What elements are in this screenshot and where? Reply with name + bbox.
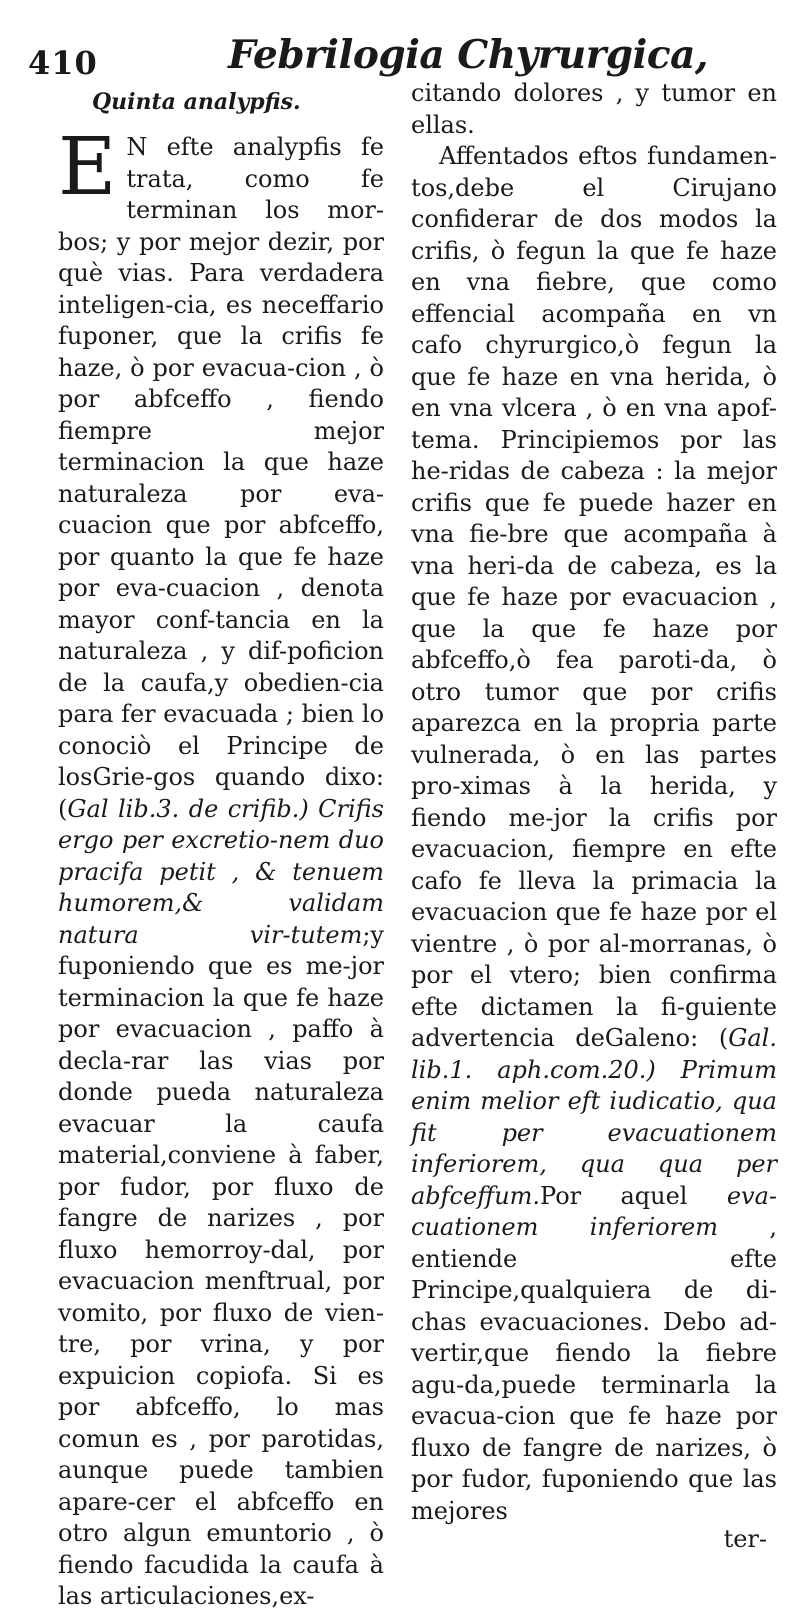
second-paragraph-text: Affentados eftos fundamen-tos,debe el Cirujano confiderar de dos modos la crifis, ò fegun la que fe haze en vna fiebre, que como effencial acompaña en vn cafo chyrurgico,ò fegun la que fe haze en vna herida, ò en vna vlcera , ò en vna apof-tema. Principiemos por las he-ridas de cabeza : la mejor crifis que fe puede hazer en vna fie-bre que acompaña à vna heri-da de cabeza, es la que fe haze por evacuacion , que la que fe haze por abfceffo,ò fea paroti-da, ò otro tumor que por crifis aparezca en la propria parte vulnerada, ò en las partes pro-ximas à la herida, y fiendo me-jor la crifis por evacuacion, fiempre en efte cafo fe lleva la primacia la evacuacion que fe haze por el vientre , ò por al-morranas, ò por el vtero; bien confirma efte dictamen la fi-guiente advertencia deGaleno: (: [411, 142, 777, 1052]
opening-text-end: ;y fuponiendo que es me-jor terminacion la que fe haze por evacuacion , paffo à decla-rar las vias por donde pueda naturaleza evacuar la caufa material,conviene à faber, por fudor, por fluxo de fangre de narizes , por fluxo hemorroy-dal, por evacuacion menftrual, por vomito, por fluxo de vien-tre, por vrina, y por expuicion copiofa. Si es por abfceffo, lo mas comun es , por parotidas, aunque puede tambien apare-cer el abfceffo en otro algun emuntorio , ò fiendo facudida la caufa à las articulaciones,ex-: [58, 920, 384, 1610]
left-column: [58, 86, 384, 1613]
opening-text: N efte analypfis fe trata, como fe terminan los mor-bos; y por mejor dezir, por què vias. Para verdadera inteligen-cia, es neceffario fuponer, que la crifis fe haze, ò por evacua-cion , ò por abfceffo , fiendo fiempre mejor terminacion la que haze naturaleza por eva-cuacion que por abfceffo, por quanto la que fe haze por eva-cuacion , denota mayor conf-tancia en la naturaleza , y dif-poficion de la caufa,y obedien-cia para fer evacuada ; bien lo conociò el Principe de losGrie-gos quando dixo: (: [58, 133, 385, 823]
second-paragraph: [411, 141, 777, 1527]
right-column: [411, 78, 777, 1551]
opening-paragraph: [58, 120, 385, 1613]
second-paragraph-end: , entiende efte Principe,qualquiera de di-chas evacuaciones. Debo ad-vertir,que fiendo la fiebre agu-da,puede terminarla la evacua-cion que fe haze por fluxo de fangre de narizes, ò por fudor, fuponiendo que las mejores: [411, 1213, 777, 1525]
galen-citation: Gal lib.3. de crifib.) Crifis ergo per excretio-nem duo pracifa petit , & tenuem humorem,& validam natura vir-tutem: [58, 794, 384, 949]
section-title: Quinta analypfis.: [92, 89, 301, 115]
continuation-paragraph: citando dolores , y tumor en ellas.: [411, 79, 777, 139]
quoted-term: eva-cuationem inferiorem: [411, 1181, 777, 1241]
running-title: Febrilogia Chyrurgica,: [228, 32, 708, 78]
page-number: 410: [28, 44, 98, 82]
drop-cap: E: [58, 120, 117, 213]
catchword: ter-: [723, 1525, 767, 1553]
second-paragraph-mid: Por aquel: [540, 1181, 727, 1210]
aphorism-citation: Gal. lib.1. aph.com.20.) Primum enim melior eft iudicatio, qua fit per evacuationem inferiorem, qua qua per abfceffum.: [411, 1024, 777, 1210]
